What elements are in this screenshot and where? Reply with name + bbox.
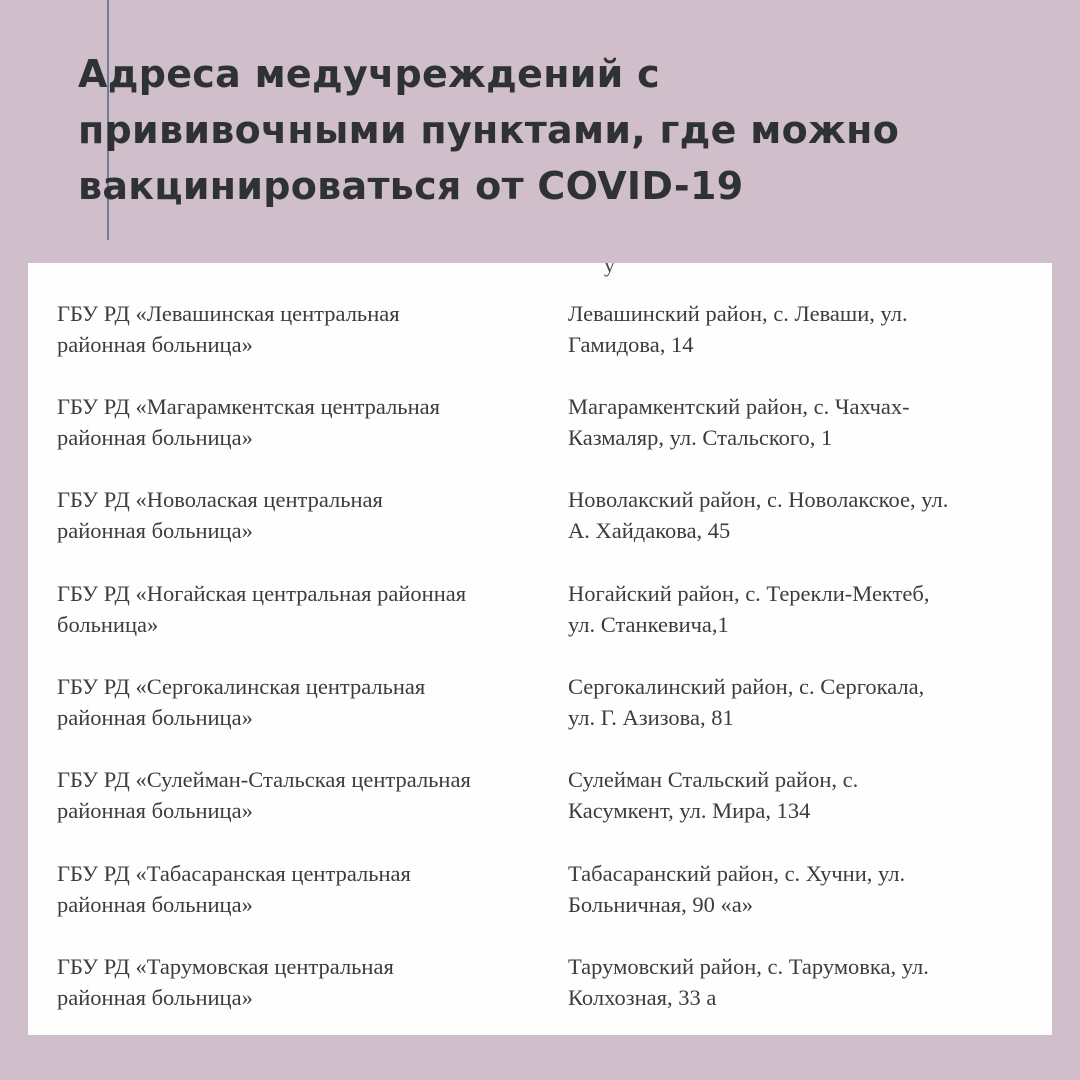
institution-address-line: Колхозная, 33 а	[568, 985, 717, 1010]
table-row	[28, 671, 1052, 741]
institution-name-line: ГБУ РД «Ногайская центральная районная	[57, 581, 467, 606]
table-row	[28, 298, 1052, 368]
table-row	[28, 858, 1052, 928]
institution-name	[57, 298, 400, 360]
institution-name	[57, 858, 411, 920]
page-title-line: прививочными пунктами, где можно	[78, 108, 900, 152]
institution-name-line: ГБУ РД «Сулейман-Стальская центральная	[57, 767, 471, 792]
institution-name-line: районная больница»	[57, 892, 253, 917]
institution-address-line: А. Хайдакова, 45	[568, 518, 731, 543]
institution-name-line: ГБУ РД «Сергокалинская центральная	[57, 674, 426, 699]
institution-address-line: Табасаранский район, с. Хучни, ул.	[568, 861, 906, 886]
institution-name-line: районная больница»	[57, 798, 253, 823]
cut-off-text-fragment: у	[604, 263, 615, 277]
page-title-line: вакцинироваться от COVID-19	[78, 164, 744, 208]
institution-address-line: Новолакский район, с. Новолакское, ул.	[568, 487, 949, 512]
institution-name-line: ГБУ РД «Левашинская центральная	[57, 301, 400, 326]
institution-address	[568, 951, 929, 1013]
institution-address-line: Тарумовский район, с. Тарумовка, ул.	[568, 954, 929, 979]
institution-address-line: Левашинский район, с. Леваши, ул.	[568, 301, 908, 326]
institution-address	[568, 671, 924, 733]
institution-name-line: ГБУ РД «Магарамкентская центральная	[57, 394, 440, 419]
institution-name-line: районная больница»	[57, 518, 253, 543]
institution-address	[568, 391, 910, 453]
institution-name	[57, 484, 383, 546]
institution-address-line: ул. Г. Азизова, 81	[568, 705, 734, 730]
table-row	[28, 578, 1052, 648]
table-row	[28, 951, 1052, 1021]
institution-address-line: Гамидова, 14	[568, 332, 694, 357]
institution-name-line: районная больница»	[57, 985, 253, 1010]
institution-name-line: районная больница»	[57, 332, 253, 357]
institution-name	[57, 671, 425, 733]
institution-address-line: Касумкент, ул. Мира, 134	[568, 798, 811, 823]
address-table	[28, 263, 1052, 1035]
page-title	[78, 46, 1058, 214]
institution-address-line: Магарамкентский район, с. Чахчах-	[568, 394, 910, 419]
institution-address	[568, 858, 905, 920]
institution-name-line: районная больница»	[57, 705, 253, 730]
institution-name	[57, 578, 466, 640]
institution-name	[57, 764, 471, 826]
institution-address-line: Больничная, 90 «а»	[568, 892, 753, 917]
institution-address-line: Сулейман Стальский район, с.	[568, 767, 859, 792]
page-title-line: Адреса медучреждений с	[78, 52, 660, 96]
institution-address-line: Ногайский район, с. Терекли-Мектеб,	[568, 581, 930, 606]
institution-address	[568, 578, 929, 640]
institution-address	[568, 298, 908, 360]
table-row	[28, 391, 1052, 461]
table-row	[28, 484, 1052, 554]
table-row	[28, 764, 1052, 834]
institution-address-line: Казмаляр, ул. Стальского, 1	[568, 425, 833, 450]
institution-address	[568, 764, 858, 826]
institution-name-line: ГБУ РД «Новолаская центральная	[57, 487, 383, 512]
institution-name-line: районная больница»	[57, 425, 253, 450]
institution-name	[57, 391, 440, 453]
institution-address-line: ул. Станкевича,1	[568, 612, 729, 637]
institution-name-line: ГБУ РД «Табасаранская центральная	[57, 861, 411, 886]
institution-name-line: больница»	[57, 612, 159, 637]
institution-address-line: Сергокалинский район, с. Сергокала,	[568, 674, 925, 699]
institution-name-line: ГБУ РД «Тарумовская центральная	[57, 954, 394, 979]
institution-name	[57, 951, 394, 1013]
institution-address	[568, 484, 948, 546]
